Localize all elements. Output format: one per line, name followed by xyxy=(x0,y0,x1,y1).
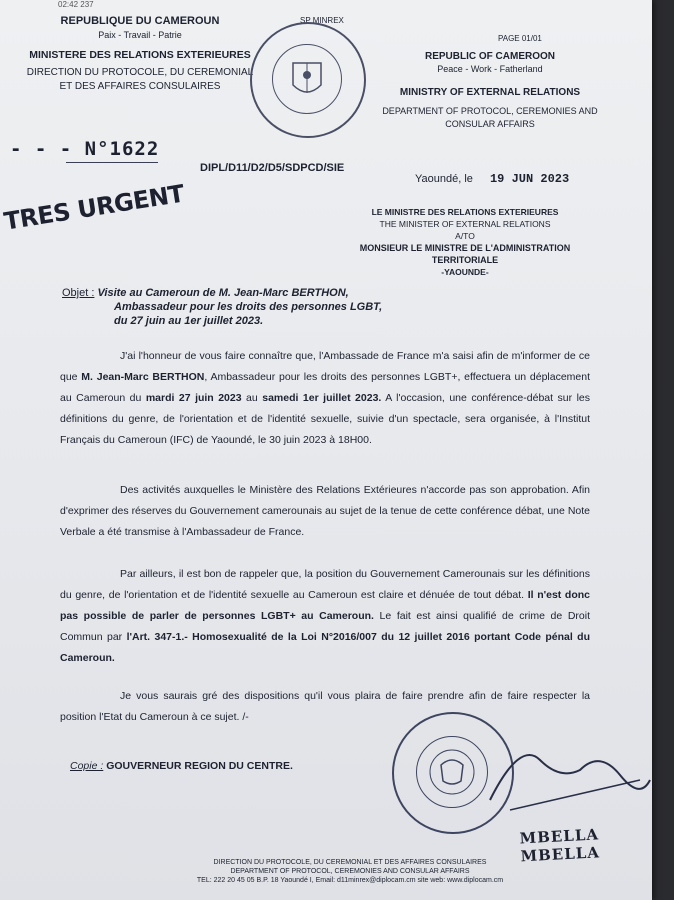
stamp-emblem-icon xyxy=(416,736,488,808)
copy-recipient: GOUVERNEUR REGION DU CENTRE. xyxy=(106,760,293,772)
reference-code: DIPL/D11/D2/D5/SDPCD/SIE xyxy=(200,162,345,174)
subject-line-2: Ambassadeur pour les droits des personnes LGBT, xyxy=(114,301,383,313)
date-city: Yaoundé, le xyxy=(415,173,473,185)
coat-of-arms-seal xyxy=(250,22,366,138)
sender-en: THE MINISTER OF EXTERNAL RELATIONS xyxy=(379,219,551,229)
letter-date xyxy=(415,172,569,186)
sp-minrex-label: SP MINREX xyxy=(300,16,344,25)
sender-fr: LE MINISTRE DES RELATIONS EXTERIEURES xyxy=(371,207,559,217)
paragraph-2: Des activités auxquelles le Ministère des Relations Extérieures n'accorde pas son approbation. Afin d'exprimer des réserves du Gouvernement camerounais au sujet de la tenue de cette conférence débat, une Note Verbale a été transmise à l'Ambassadeur de France. xyxy=(60,484,590,538)
republic-en: REPUBLIC OF CAMEROON xyxy=(425,51,555,62)
to-label: A/TO xyxy=(455,231,475,241)
copy-line xyxy=(70,760,293,772)
direction-fr: DIRECTION DU PROTOCOLE, DU CEREMONIAL ET DES AFFAIRES CONSULAIRES xyxy=(26,67,254,92)
copy-label: Copie : xyxy=(70,760,104,772)
ministry-en: MINISTRY OF EXTERNAL RELATIONS xyxy=(399,87,581,98)
footer xyxy=(120,858,580,885)
subject-block xyxy=(62,286,582,328)
department-en: DEPARTMENT OF PROTOCOL, CEREMONIES AND CONSULAR AFFAIRS xyxy=(382,106,598,129)
reference-value: 1622 xyxy=(109,138,160,160)
seal-emblem-icon xyxy=(272,44,342,114)
recipient-city: -YAOUNDE- xyxy=(441,267,489,277)
subject-line-3: du 27 juin au 1er juillet 2023. xyxy=(114,315,264,327)
subject-label: Objet : xyxy=(62,287,95,299)
footer-fr: DIRECTION DU PROTOCOLE, DU CEREMONIAL ET DES AFFAIRES CONSULAIRES xyxy=(213,859,487,866)
motto-fr: Paix - Travail - Patrie xyxy=(98,30,182,40)
signatory-name: MBELLA MBELLA xyxy=(519,825,601,866)
paragraph-4: Je vous saurais gré des dispositions qu'il vous plaira de faire prendre afin de faire respecter la position l'Etat du Cameroun à ce sujet. /- xyxy=(60,690,590,723)
addressee-block xyxy=(330,206,600,278)
subject-line-1: Visite au Cameroun de M. Jean-Marc BERTHON, xyxy=(97,287,349,299)
tres-urgent-stamp: TRES URGENT xyxy=(2,179,187,236)
republic-fr: REPUBLIQUE DU CAMEROUN xyxy=(60,15,220,27)
page-number: PAGE 01/01 xyxy=(498,34,542,43)
ministry-fr: MINISTERE DES RELATIONS EXTERIEURES xyxy=(29,49,251,61)
paragraph-3: Par ailleurs, il est bon de rappeler que, la position du Gouvernement Camerounais sur les définitions du genre, de l'orientation et de l'identité sexuelle au Cameroun est claire et dénuée de tout débat. Il n'est donc pas possible de parler de personnes LGBT+ au Cameroun. Le fait est ainsi qualifié de crime de Droit Commun par l'Art. 347-1.- Homosexualité de la Loi N°2016/007 du 12 juillet 2016 portant Code pénal du Cameroun. xyxy=(60,568,591,664)
recipient-cont: TERRITORIALE xyxy=(431,255,499,265)
footer-contact: TEL: 222 20 45 05 B.P. 18 Yaoundé I, Email: d11minrex@diplocam.cm site web: www.diplocam.cm xyxy=(196,877,504,884)
reference-number xyxy=(10,138,159,160)
footer-en: DEPARTMENT OF PROTOCOL, CEREMONIES AND CONSULAR AFFAIRS xyxy=(230,868,470,875)
header-french xyxy=(20,14,260,94)
paragraph-1: J'ai l'honneur de vous faire connaître que, l'Ambassade de France m'a saisi afin de m'informer de ce que M. Jean-Marc BERTHON, Ambassadeur pour les droits des personnes LGBT+, effectuera un déplacement au Cameroun du mardi 27 juin 2023 au samedi 1er juillet 2023. A l'occasion, une conférence-débat sur les définitions du genre, de l'orientation et de l'identité sexuelle, suivie d'un spectacle, sera organisée, à l'Institut Français du Cameroun (IFC) de Yaoundé, le 30 juin 2023 à 18H00. xyxy=(60,350,591,446)
motto-en: Peace - Work - Fatherland xyxy=(437,64,543,74)
date-value: 19 JUN 2023 xyxy=(489,172,570,186)
reference-prefix: - - - N° xyxy=(10,138,110,160)
recipient: MONSIEUR LE MINISTRE DE L'ADMINISTRATION xyxy=(359,243,571,253)
header-english xyxy=(370,50,610,131)
signature-scribble xyxy=(480,720,660,820)
top-left-mark: 02:42 237 xyxy=(58,0,94,9)
reference-underline xyxy=(66,162,158,163)
